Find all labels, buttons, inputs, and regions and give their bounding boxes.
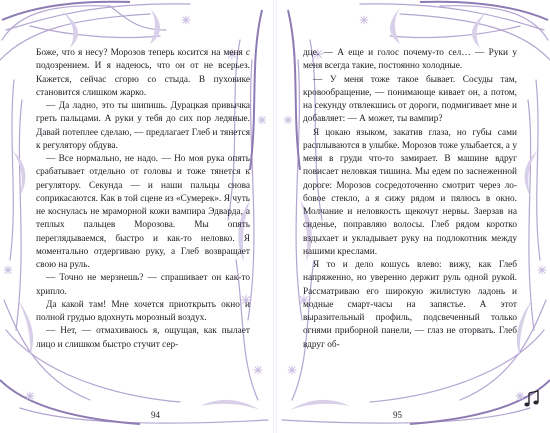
right-page [275,0,550,433]
paragraph: — Нет, — отмахиваюсь я, ощущая, как пылает лицо и слишком быстро стучит сер- [36,326,250,350]
paragraph: — Да ладно, это ты шипишь. Дурацкая привычка греть пальцами. А руки у тебя до сих пор ледяные. Давай потеплее сделаю, — предлагает Глеб и тянется к регулятору обдува. [36,101,250,151]
paragraph: дце. — А еще и голос почему-то сел… — Руки у меня всегда такие, постоянно холодные. [303,48,517,72]
right-page-text [303,47,517,352]
paragraph: Я то и дело кошусь влево: вижу, как Глеб напряженно, но уверенно держит руль одной рукой. Рассматриваю его широкую жилистую ладонь и модные смарт-часы на запястье. А этот выразительный профиль, подсвеченный только огнями приборной панели, — глаз не оторвать. Глеб вдруг об- [303,260,517,350]
paragraph: — Точно не мерзнешь? — спрашивает он как-то хрипло. [36,273,250,297]
music-note-icon [524,390,540,408]
paragraph: Боже, что я несу? Морозов теперь косится на меня с подозрением. И я надеюсь, что он от не всерьез. Кажется, сейчас сгорю со стыда. В пуховике становится слишком жарко. [36,48,250,98]
paragraph: Да какой там! Мне хочется приоткрыть окно и полной грудью вдохнуть морозный воздух. [36,299,250,323]
page-number: 95 [393,410,402,420]
paragraph: — Все нормально, не надо. — Но моя рука опять срабатывает отдельно от головы и тоже тянется к регулятору. Секунда — и наши пальцы снова соприкасаются. Как в той сцене из «Сумерек». Я чуть не коснулась не мраморной кожи вампира Эдварда, а теплых пальцев Морозова. Мы опять переглядываемся, быстро и как-то неловко. Я моментально отдергиваю руку, а Глеб возвращает свою на руль. [36,154,250,270]
left-page-text [36,47,250,352]
paragraph: Я цокаю языком, закатив глаза, но губы сами расплываются в улыбке. Морозов тоже улыбается, а у меня в груди что-то замирает. В машине вдруг повисает неловкая тишина. Мы едем по заснеженной дороге: Морозов сосредоточенно смотрит через лобовое стекло, а я сижу рядом и пялюсь в окно. Молчание и неловкость щекочут нервы. Заерзав на сиденье, поправляю волосы. Глеб рядом коротко вздыхает и укладывает руку на подлокотник между нашими креслами. [303,127,517,257]
page-number: 94 [151,410,160,420]
paragraph: — У меня тоже такое бывает. Сосуды там, кровообращение, — понимающе кивает он, а потом, на секунду отвлекшись от дороги, подмигивает мне и добавляет: — А может, ты вампир? [303,74,517,125]
